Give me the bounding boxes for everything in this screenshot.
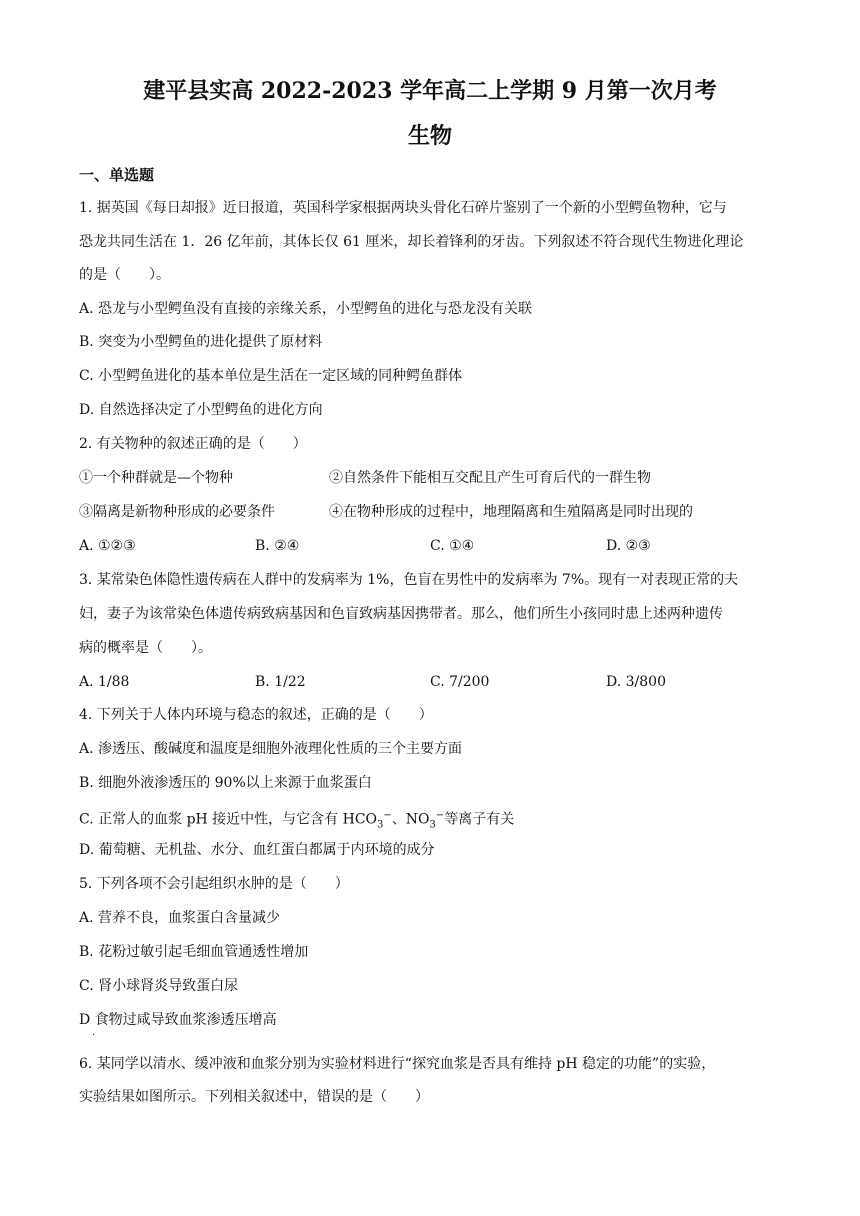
statement-3: ③隔离是新物种形成的必要条件 — [79, 504, 275, 520]
option-b: B. 花粉过敏引起毛细血管通透性增加 — [79, 944, 309, 960]
stray-mark: . — [92, 1027, 96, 1038]
question-stem-line: 6. 某同学以清水、缓冲液和血浆分别为实验材料进行“探究血浆是否具有维持 pH 稳定的功能”的实验， — [79, 1056, 716, 1072]
option-c: C. ①④ — [430, 538, 475, 554]
question-stem-line: 妇，妻子为该常染色体遗传病致病基因和色盲致病基因携带者。那么，他们所生小孩同时患上述两种遗传 — [79, 606, 723, 622]
option-a: A. 渗透压、酸碱度和温度是细胞外液理化性质的三个主要方面 — [79, 741, 463, 757]
option-c: C. 肾小球肾炎导致蛋白尿 — [79, 978, 239, 994]
question-stem-line: 病的概率是（ ）。 — [79, 640, 212, 656]
question-stem-line: 恐龙共同生活在 1．26 亿年前，其体长仅 61 厘米，却长着锋利的牙齿。下列叙述不符合现代生物进化理论 — [79, 234, 744, 250]
section-heading: 一、单选题 — [79, 166, 155, 184]
option-d: D 食物过咸导致血浆渗透压增高 — [79, 1012, 277, 1028]
statement-1: ①一个种群就是—个物种 — [79, 470, 233, 486]
option-c — [79, 806, 789, 835]
option-d: D. 自然选择决定了小型鳄鱼的进化方向 — [79, 402, 323, 418]
exam-subject: 生物 — [407, 123, 452, 149]
statement-2: ②自然条件下能相互交配且产生可育后代的一群生物 — [329, 470, 651, 486]
option-a: A. ①②③ — [79, 538, 136, 554]
option-b: B. ②④ — [255, 538, 300, 554]
question-stem-line: 的是（ ）。 — [79, 267, 170, 283]
option-c-text: 、NO — [391, 811, 430, 828]
option-c: C. 7/200 — [430, 674, 490, 690]
exam-title: 建平县实高 2022-2023 学年高二上学期 9 月第一次月考 — [143, 78, 717, 104]
question-stem: 5. 下列各项不会引起组织水肿的是（ ） — [79, 876, 349, 892]
question-stem-line: 3. 某常染色体隐性遗传病在人群中的发病率为 1%，色盲在男性中的发病率为 7%。现有一对表现正常的夫 — [79, 572, 739, 588]
option-a: A. 营养不良，血浆蛋白含量减少 — [79, 910, 281, 926]
option-c-text: 等离子有关 — [444, 811, 515, 828]
option-c-text: C. 正常人的血浆 pH 接近中性，与它含有 HCO — [79, 811, 378, 828]
subscript: 3 — [377, 819, 384, 831]
option-d: D. ②③ — [606, 538, 651, 554]
statement-4: ④在物种形成的过程中，地理隔离和生殖隔离是同时出现的 — [329, 504, 693, 520]
superscript: − — [435, 810, 445, 821]
subscript: 3 — [429, 819, 436, 831]
question-stem-line: 1. 据英国《每日却报》近日报道，英国科学家根据两块头骨化石碎片鉴别了一个新的小型鳄鱼物种，它与 — [79, 200, 727, 216]
option-d: D. 葡萄糖、无机盐、水分、血红蛋白都属于内环境的成分 — [79, 842, 435, 858]
option-a: A. 恐龙与小型鳄鱼没有直接的亲缘关系，小型鳄鱼的进化与恐龙没有关联 — [79, 301, 533, 317]
option-c: C. 小型鳄鱼进化的基本单位是生活在一定区域的同种鳄鱼群体 — [79, 368, 463, 384]
option-b: B. 突变为小型鳄鱼的进化提供了原材料 — [79, 334, 323, 350]
superscript: − — [383, 810, 392, 821]
option-a: A. 1/88 — [79, 674, 130, 690]
question-stem-line: 实验结果如图所示。下列相关叙述中，错误的是（ ） — [79, 1089, 429, 1105]
question-stem: 2. 有关物种的叙述正确的是（ ） — [79, 436, 307, 452]
option-d: D. 3/800 — [606, 674, 666, 690]
option-b: B. 细胞外液渗透压的 90%以上来源于血浆蛋白 — [79, 775, 372, 791]
question-stem: 4. 下列关于人体内环境与稳态的叙述，正确的是（ ） — [79, 707, 433, 723]
option-b: B. 1/22 — [255, 674, 306, 690]
